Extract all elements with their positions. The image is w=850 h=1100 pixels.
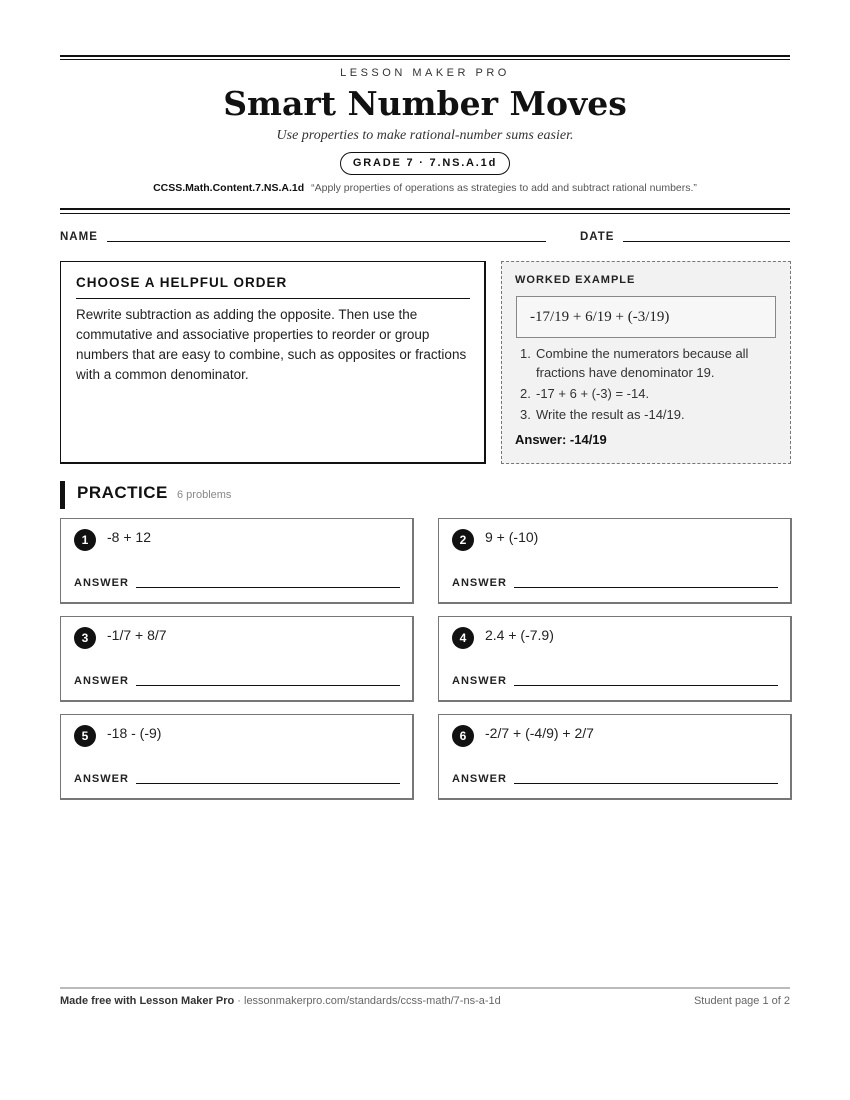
name-label: NAME (60, 231, 98, 243)
problem-number: 2 (452, 529, 474, 551)
page-title: Smart Number Moves (223, 84, 627, 123)
worked-example-box (501, 261, 791, 464)
problem-number: 6 (452, 725, 474, 747)
top-rule (60, 55, 790, 57)
problem-number: 3 (74, 627, 96, 649)
strategy-text: Rewrite subtraction as adding the opposite. Then use the commutative and associative properties to reorder or group numbers that are easy to combine, such as opposites or fractions with a common denominator. (76, 307, 467, 382)
answer-field[interactable] (514, 685, 778, 686)
problem-card (60, 714, 414, 800)
answer-field[interactable] (136, 685, 400, 686)
header-rule-thin (60, 213, 790, 214)
step-item: 1. Combine the numerators because all fractions have denominator 19. (520, 346, 749, 380)
footer-url[interactable]: · lessonmakerpro.com/standards/ccss-math/7-ns-a-1d (234, 995, 501, 1007)
answer-label: ANSWER (452, 773, 507, 785)
footer-page-number: Student page 1 of 2 (693, 995, 790, 1007)
standard-code: CCSS.Math.Content.7.NS.A.1d (153, 182, 305, 194)
strategy-box (60, 261, 486, 464)
step-item: 2. -17 + 6 + (-3) = -14. (520, 386, 650, 401)
problem-number: 1 (74, 529, 96, 551)
grade-badge: GRADE 7 · 7.NS.A.1d (340, 152, 510, 175)
answer-label: ANSWER (74, 577, 129, 589)
answer-label: ANSWER (452, 577, 507, 589)
problem-expression: -2/7 + (-4/9) + 2/7 (485, 725, 594, 741)
problem-expression: -1/7 + 8/7 (107, 627, 167, 643)
answer-field[interactable] (514, 783, 778, 784)
practice-accent-bar (60, 481, 65, 509)
problem-expression: 2.4 + (-7.9) (485, 627, 554, 643)
problem-card (438, 518, 792, 604)
problem-card (438, 616, 792, 702)
strategy-heading: CHOOSE A HELPFUL ORDER (76, 275, 288, 290)
page-subtitle: Use properties to make rational-number sums easier. (276, 128, 574, 143)
answer-field[interactable] (514, 587, 778, 588)
practice-title: PRACTICE (77, 483, 168, 502)
name-field[interactable] (107, 241, 546, 242)
worked-example-expression: -17/19 + 6/19 + (-3/19) (516, 296, 776, 338)
standard-line (0, 182, 850, 194)
problem-card (60, 518, 414, 604)
strategy-divider (76, 298, 470, 299)
date-label: DATE (580, 231, 615, 243)
problem-card (438, 714, 792, 800)
date-field[interactable] (623, 241, 790, 242)
worked-example-heading: WORKED EXAMPLE (515, 274, 636, 286)
answer-field[interactable] (136, 783, 400, 784)
problem-number: 5 (74, 725, 96, 747)
top-rule-thin (60, 59, 790, 60)
problem-number: 4 (452, 627, 474, 649)
worked-example-answer: Answer: -14/19 (515, 432, 607, 447)
worked-example-steps (520, 344, 782, 426)
problem-expression: -8 + 12 (107, 529, 151, 545)
header-rule (60, 208, 790, 210)
problem-card (60, 616, 414, 702)
footer-rule (60, 987, 790, 989)
footer-credit (60, 995, 501, 1007)
answer-field[interactable] (136, 587, 400, 588)
answer-label: ANSWER (452, 675, 507, 687)
problem-expression: -18 - (-9) (107, 725, 162, 741)
footer-made-with: Made free with Lesson Maker Pro (60, 995, 235, 1007)
standard-text: “Apply properties of operations as strategies to add and subtract rational numbers.” (311, 182, 697, 194)
brand-name: LESSON MAKER PRO (340, 67, 510, 79)
step-item: 3. Write the result as -14/19. (520, 407, 685, 422)
practice-count: 6 problems (177, 489, 232, 501)
problem-expression: 9 + (-10) (485, 529, 539, 545)
answer-label: ANSWER (74, 675, 129, 687)
answer-label: ANSWER (74, 773, 129, 785)
